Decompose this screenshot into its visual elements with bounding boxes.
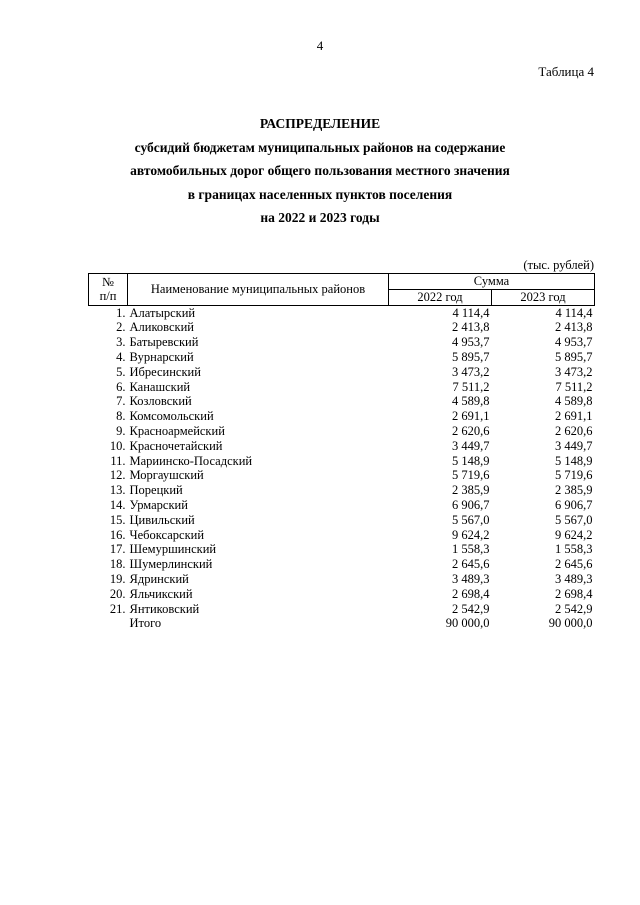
col-header-number-bottom: п/п <box>99 289 117 304</box>
col-header-number <box>89 274 128 306</box>
value-2022: 5 567,0 <box>452 512 490 527</box>
value-2022: 7 511,2 <box>452 379 490 394</box>
units-label: (тыс. рублей) <box>523 258 594 272</box>
value-2023: 1 558,3 <box>555 542 593 557</box>
table-row <box>89 587 595 602</box>
heading-line: на 2022 и 2023 годы <box>260 210 380 225</box>
table-row <box>89 468 595 483</box>
value-2022: 5 895,7 <box>452 349 490 364</box>
table-row <box>89 528 595 543</box>
col-header-sum: Сумма <box>389 274 595 290</box>
district-name: Алатырский <box>129 305 196 320</box>
row-number: 11. <box>110 453 126 468</box>
row-number: 21. <box>109 601 126 616</box>
row-number: 13. <box>109 483 126 498</box>
table-row <box>89 572 595 587</box>
value-2022: 3 473,2 <box>452 364 490 379</box>
table-body <box>89 305 595 631</box>
value-2023: 5 148,9 <box>555 453 593 468</box>
value-2023: 2 385,9 <box>555 483 593 498</box>
table-row <box>89 498 595 513</box>
table-row <box>89 542 595 557</box>
district-name: Чебоксарский <box>129 527 205 542</box>
value-2023: 2 698,4 <box>555 586 593 601</box>
table-row <box>89 350 595 365</box>
distribution-table <box>88 273 595 631</box>
value-2023: 3 449,7 <box>555 438 593 453</box>
heading-line: субсидий бюджетам муниципальных районов на содержание <box>134 139 506 155</box>
value-2022: 4 114,4 <box>452 305 490 320</box>
value-2022: 2 542,9 <box>452 601 490 616</box>
value-2022: 5 148,9 <box>452 453 490 468</box>
district-name: Красночетайский <box>129 438 223 453</box>
district-name: Ибресинский <box>129 364 201 379</box>
row-number: 14. <box>109 497 126 512</box>
row-number: 19. <box>109 571 126 586</box>
row-number: 18. <box>109 557 126 572</box>
table-row <box>89 335 595 350</box>
value-2023: 2 542,9 <box>555 601 593 616</box>
district-name: Канашский <box>129 379 191 394</box>
row-number: 2. <box>116 320 126 335</box>
value-2022: 2 413,8 <box>452 320 490 335</box>
value-2023: 2 413,8 <box>555 320 593 335</box>
heading-line: в границах населенных пунктов поселения <box>187 186 453 202</box>
table-row <box>89 483 595 498</box>
heading-line: автомобильных дорог общего пользования местного значения <box>130 163 510 178</box>
table-row <box>89 409 595 424</box>
value-2022: 5 719,6 <box>452 468 490 483</box>
value-2022: 2 385,9 <box>452 483 490 498</box>
value-2022: 9 624,2 <box>452 527 490 542</box>
value-2022: 3 489,3 <box>452 571 490 586</box>
table-row <box>89 454 595 469</box>
value-2022: 3 449,7 <box>452 438 490 453</box>
value-2022: 2 691,1 <box>452 409 490 424</box>
page-number: 4 <box>316 38 324 53</box>
table-row <box>89 305 595 320</box>
row-number: 20. <box>109 586 126 601</box>
value-2023: 2 691,1 <box>555 409 593 424</box>
value-2022: 2 620,6 <box>452 423 490 438</box>
district-name: Итого <box>129 616 162 631</box>
table-header-row <box>89 274 595 290</box>
row-number: 12. <box>109 468 126 483</box>
heading-title: РАСПРЕДЕЛЕНИЕ <box>259 116 381 131</box>
district-name: Мариинско-Посадский <box>129 453 253 468</box>
district-name: Вурнарский <box>129 349 194 364</box>
district-name: Янтиковский <box>129 601 200 616</box>
table-row <box>89 320 595 335</box>
value-2022: 90 000,0 <box>445 616 490 631</box>
value-2022: 2 698,4 <box>452 586 490 601</box>
value-2023: 9 624,2 <box>555 527 593 542</box>
table-row <box>89 380 595 395</box>
row-number: 7. <box>116 394 126 409</box>
row-number: 16. <box>109 527 126 542</box>
district-name: Козловский <box>129 394 192 409</box>
district-name: Комсомольский <box>129 409 214 424</box>
district-name: Красноармейский <box>129 423 225 438</box>
table-row <box>89 365 595 380</box>
row-number: 9. <box>116 423 126 438</box>
table-row <box>89 439 595 454</box>
col-header-2023: 2023 год <box>492 289 595 305</box>
row-number: 10. <box>109 438 126 453</box>
district-name: Яльчикский <box>129 586 193 601</box>
total-row <box>89 616 595 631</box>
value-2023: 5 567,0 <box>555 512 593 527</box>
district-name: Ядринский <box>129 571 189 586</box>
value-2023: 6 906,7 <box>555 497 593 512</box>
value-2023: 3 473,2 <box>555 364 593 379</box>
value-2023: 7 511,2 <box>555 379 593 394</box>
row-number: 3. <box>116 335 126 350</box>
table-row <box>89 513 595 528</box>
district-name: Урмарский <box>129 497 188 512</box>
row-number: 17. <box>109 542 126 557</box>
value-2022: 2 645,6 <box>452 557 490 572</box>
district-name: Шемуршинский <box>129 542 217 557</box>
row-number: 8. <box>116 409 126 424</box>
row-number: 1. <box>116 305 126 320</box>
col-header-number-top: № <box>102 274 114 289</box>
value-2022: 6 906,7 <box>452 497 490 512</box>
value-2023: 4 114,4 <box>555 305 593 320</box>
table-row <box>89 424 595 439</box>
row-number: 15. <box>109 512 126 527</box>
value-2023: 5 895,7 <box>555 349 593 364</box>
row-number: 5. <box>116 364 126 379</box>
district-name: Батыревский <box>129 335 199 350</box>
col-header-name: Наименование муниципальных районов <box>128 274 389 306</box>
value-2022: 1 558,3 <box>452 542 490 557</box>
value-2023: 2 645,6 <box>555 557 593 572</box>
table-row <box>89 557 595 572</box>
value-2023: 3 489,3 <box>555 571 593 586</box>
table-row <box>89 602 595 617</box>
district-name: Шумерлинский <box>129 557 213 572</box>
col-header-2022: 2022 год <box>389 289 492 305</box>
value-2023: 4 953,7 <box>555 335 593 350</box>
value-2022: 4 953,7 <box>452 335 490 350</box>
table-row <box>89 394 595 409</box>
district-name: Порецкий <box>129 483 183 498</box>
value-2023: 4 589,8 <box>555 394 593 409</box>
row-number <box>89 616 128 631</box>
value-2023: 5 719,6 <box>555 468 593 483</box>
document-heading <box>0 112 640 230</box>
district-name: Цивильский <box>129 512 195 527</box>
district-name: Моргаушский <box>129 468 204 483</box>
row-number: 4. <box>116 349 126 364</box>
value-2023: 90 000,0 <box>548 616 593 631</box>
row-number: 6. <box>116 379 126 394</box>
table-number: Таблица 4 <box>538 64 594 79</box>
value-2023: 2 620,6 <box>555 423 593 438</box>
value-2022: 4 589,8 <box>452 394 490 409</box>
district-name: Аликовский <box>129 320 194 335</box>
